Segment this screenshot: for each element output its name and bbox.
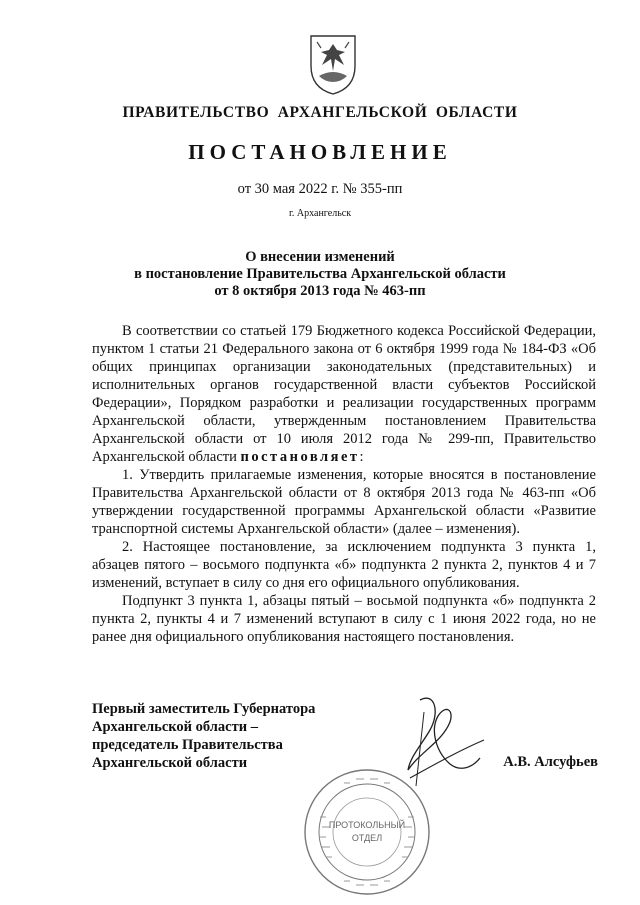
paragraph-item-1: 1. Утвердить прилагаемые изменения, которые вносятся в постановление Правительства Архангельской области от 8 октября 2013 года № 463-пп «Об утверждении государственной программы Архангельской области «Развитие транспортной системы Архангельской области» (далее – изменения). [92,467,596,537]
document-date-number: от 30 мая 2022 г. № 355-пп [237,181,403,197]
paragraph-item-2: 2. Настоящее постановление, за исключением подпункта 3 пункта 1, абзацев пятого – восьмого подпункта «б» подпункта 2 пункта 2, пунктов 4 и 7 изменений, вступает в силу со дня его официального опубликования. [92,539,596,591]
document-city: г. Архангельск [288,208,352,219]
stamp-text-line-1: ПРОТОКОЛЬНЫЙ [328,820,406,830]
signatory-line-3: председатель Правительства [92,737,283,753]
signatory-line-2: Архангельской области – [92,719,258,735]
preamble-text: В соответствии со статьей 179 Бюджетного кодекса Российской Федерации, пунктом 1 статьи 21 Федерального закона от 6 октября 1999 года № 184-ФЗ «Об общих принципах организации законодательных (представительных) и исполнительных органов государственной власти субъектов Российской Федерации», Порядком разработки и реализации государственных программ Архангельской области, утвержденным постановлением Правительства Архангельской области от 10 июля 2012 года № 299-пп, Правительство Архангельской области [92,323,596,465]
paragraph-item-3: Подпункт 3 пункта 1, абзацы пятый – восьмой подпункта «б» подпункта 2 пункта 2, пункты 4 и 7 изменений вступают в силу с 1 июня 2022 года, но не ранее дня официального опубликования настоящего постановления. [92,593,596,645]
stamp-text-line-2: ОТДЕЛ [351,833,383,843]
signatory-line-1: Первый заместитель Губернатора [92,701,316,717]
document-type: ПОСТАНОВЛЕНИЕ [188,140,452,164]
signer-name: А.В. Алсуфьев [503,754,598,770]
document-body [92,322,596,646]
signatory-position [92,700,315,772]
coat-of-arms-emblem [307,32,359,96]
paragraph-preamble [92,322,596,466]
resolution-verb: постановляет [240,449,360,465]
signatory-line-4: Архангельской области [92,755,248,771]
preamble-end: : [359,449,364,465]
title-line-1: О внесении изменений [245,249,395,265]
title-line-2: в постановление Правительства Архангельской области [134,266,506,282]
title-line-3: от 8 октября 2013 года № 463-пп [214,283,426,299]
document-title [0,249,640,300]
official-stamp [300,765,435,900]
organization-name: ПРАВИТЕЛЬСТВО АРХАНГЕЛЬСКОЙ ОБЛАСТИ [122,104,518,121]
